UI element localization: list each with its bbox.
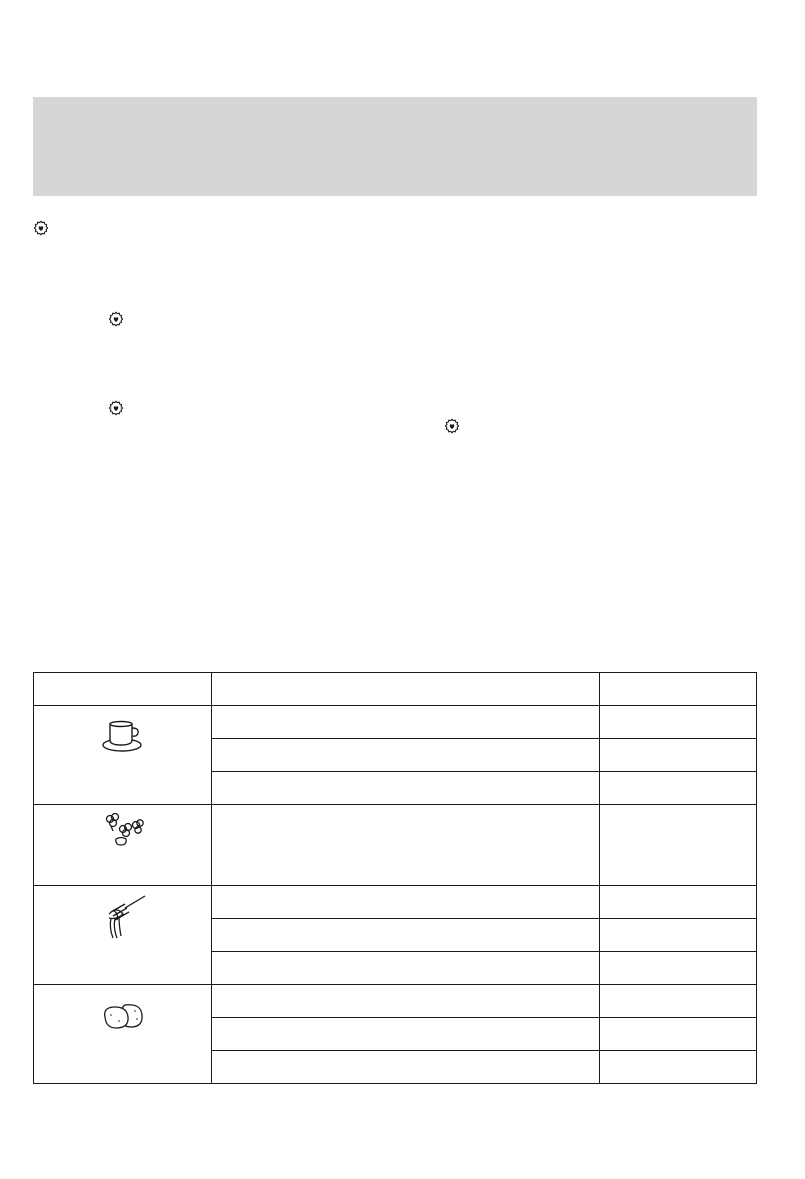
table-cell [212, 1018, 600, 1051]
table-row [34, 706, 757, 739]
table-row [34, 886, 757, 919]
table-cell [212, 772, 600, 805]
table-header-cell [34, 673, 212, 706]
coffee-cup-icon [101, 720, 145, 754]
category-cell [34, 706, 212, 805]
vegetables-icon [101, 811, 145, 849]
table-cell [212, 1051, 600, 1084]
table-header-cell [212, 673, 600, 706]
favourite-gear-icon [108, 400, 124, 416]
section-header-band [33, 97, 757, 196]
table-cell [599, 739, 756, 772]
category-cell [34, 805, 212, 886]
table-cell [212, 919, 600, 952]
favourite-gear-icon [444, 418, 460, 434]
table-cell [599, 1018, 756, 1051]
table-cell [212, 706, 600, 739]
category-cell [34, 985, 212, 1084]
table-cell [599, 886, 756, 919]
favourite-gear-icon [33, 220, 49, 236]
table-row [34, 985, 757, 1018]
table-cell [212, 985, 600, 1018]
program-table [33, 672, 757, 1084]
table-cell [599, 772, 756, 805]
table-cell [599, 952, 756, 985]
table-cell [599, 985, 756, 1018]
table-cell [599, 919, 756, 952]
potatoes-icon [101, 1001, 145, 1031]
table-row [34, 805, 757, 886]
table-cell [599, 1051, 756, 1084]
table-cell [599, 805, 756, 886]
pasta-fork-icon [97, 894, 149, 944]
table-cell [212, 952, 600, 985]
table-cell [212, 886, 600, 919]
table-cell [212, 805, 600, 886]
table-cell [599, 706, 756, 739]
table-header-row [34, 673, 757, 706]
table-header-cell [599, 673, 756, 706]
table-cell [212, 739, 600, 772]
favourite-gear-icon [108, 311, 124, 327]
category-cell [34, 886, 212, 985]
